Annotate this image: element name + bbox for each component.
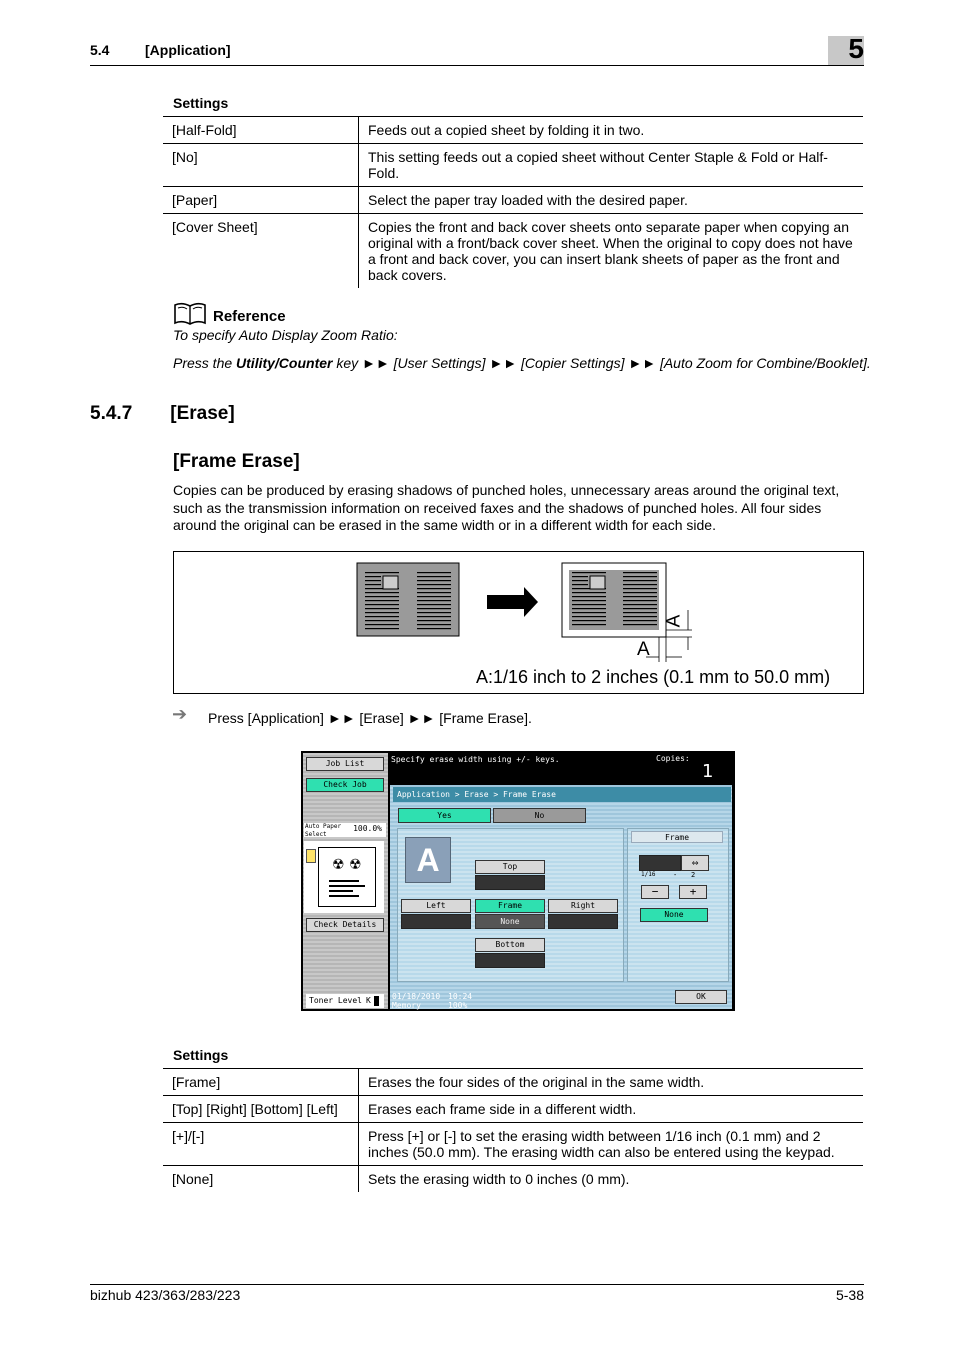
reference-prefix: Press the bbox=[173, 355, 237, 371]
settings-heading: Settings bbox=[173, 95, 229, 111]
reference-instruction bbox=[173, 355, 871, 371]
breadcrumb: Application > Erase > Frame Erase bbox=[393, 787, 731, 802]
bottom-value-field bbox=[475, 953, 545, 968]
settings-table bbox=[163, 1068, 863, 1192]
dimension-label-bottom: A bbox=[637, 639, 650, 660]
table-row bbox=[163, 1123, 863, 1166]
job-list-button[interactable]: Job List bbox=[306, 757, 384, 771]
table-row bbox=[163, 1069, 863, 1096]
table-value: Feeds out a copied sheet by folding it in two. bbox=[359, 117, 864, 144]
toner-level bbox=[306, 994, 384, 1008]
reference-line: To specify Auto Display Zoom Ratio: bbox=[173, 327, 398, 343]
time-value: 10:24 bbox=[448, 992, 473, 1001]
ok-button[interactable]: OK bbox=[675, 990, 727, 1004]
arrow-icon bbox=[487, 587, 538, 617]
dimension-label-side: A bbox=[663, 614, 685, 628]
table-row bbox=[163, 144, 863, 187]
control-panel-screenshot bbox=[301, 751, 735, 1011]
zoom-value: 100.0% bbox=[353, 824, 382, 833]
table-value: Sets the erasing width to 0 inches (0 mm). bbox=[359, 1166, 864, 1193]
intro-paragraph: Copies can be produced by erasing shadows of punched holes, unnecessary areas around the original text, such as the transmission information on received faxes and the shadows of punched holes. All four sides around the original can be erased in the same width or in a different width for each side. bbox=[173, 482, 840, 533]
section-heading-number: 5.4.7 bbox=[90, 403, 133, 424]
table-value: Copies the front and back cover sheets onto separate paper when copying an original with a front/back cover sheet. When the original to copy does not have a front and back cover, you can insert blank sheets of paper as the front and back covers. bbox=[359, 214, 864, 289]
memory-value: 100% bbox=[448, 1001, 468, 1010]
table-key: [Top] [Right] [Bottom] [Left] bbox=[163, 1096, 359, 1123]
left-button[interactable]: Left bbox=[401, 899, 471, 913]
unit-toggle-button[interactable]: ⇔ bbox=[681, 855, 709, 871]
yes-button[interactable]: Yes bbox=[398, 808, 491, 823]
section-number: 5.4 bbox=[90, 42, 110, 58]
memory-label: Memory bbox=[392, 1001, 421, 1010]
settings-table bbox=[163, 116, 863, 288]
preview-area bbox=[304, 841, 384, 913]
table-key: [+]/[-] bbox=[163, 1123, 359, 1166]
table-row bbox=[163, 117, 863, 144]
frame-value-field: None bbox=[475, 914, 545, 929]
range-min: 1/16 bbox=[641, 871, 656, 878]
table-key: [Paper] bbox=[163, 187, 359, 214]
step-instruction: Press [Application] ►► [Erase] ►► [Frame Erase]. bbox=[208, 710, 532, 726]
reference-suffix: key ►► [User Settings] ►► [Copier Settings] ►► [Auto Zoom for Combine/Booklet]. bbox=[332, 355, 871, 371]
width-value-field bbox=[639, 855, 681, 871]
date-display bbox=[392, 992, 440, 1010]
subsection-heading: [Frame Erase] bbox=[173, 451, 300, 472]
table-row bbox=[163, 187, 863, 214]
preview-image-icon: ☢ bbox=[332, 856, 345, 872]
plus-button[interactable]: + bbox=[679, 885, 707, 899]
auto-paper-label: Auto Paper Select bbox=[305, 823, 342, 837]
time-display bbox=[448, 992, 472, 1010]
chapter-number: 5 bbox=[848, 33, 864, 64]
preview-page bbox=[318, 847, 376, 907]
erase-figure bbox=[173, 551, 864, 694]
right-button[interactable]: Right bbox=[548, 899, 618, 913]
step-arrow-icon: ➔ bbox=[172, 704, 188, 724]
date-value: 01/18/2010 bbox=[392, 992, 441, 1001]
preview-line bbox=[329, 880, 359, 882]
bottom-button[interactable]: Bottom bbox=[475, 938, 545, 952]
table-key: [None] bbox=[163, 1166, 359, 1193]
toner-color: K bbox=[366, 996, 371, 1005]
toner-level-label: Toner Level bbox=[309, 996, 362, 1005]
right-value-field bbox=[548, 914, 618, 929]
table-value: This setting feeds out a copied sheet without Center Staple & Fold or Half-Fold. bbox=[359, 144, 864, 187]
section-heading-title: [Erase] bbox=[170, 403, 235, 424]
copies-value: 1 bbox=[702, 761, 714, 782]
table-value: Select the paper tray loaded with the desired paper. bbox=[359, 187, 864, 214]
width-settings-panel bbox=[627, 828, 729, 982]
table-row bbox=[163, 1096, 863, 1123]
left-value-field bbox=[401, 914, 471, 929]
paper-zoom-status bbox=[304, 823, 386, 837]
footer-model: bizhub 423/363/283/223 bbox=[90, 1287, 241, 1303]
range-max: 2 bbox=[691, 871, 696, 879]
screen-message: Specify erase width using +/- keys. bbox=[391, 755, 560, 764]
reference-title: Reference bbox=[213, 308, 286, 325]
section-title: [Application] bbox=[145, 42, 231, 58]
key-name: Utility/Counter bbox=[236, 355, 333, 371]
range-dash: - bbox=[673, 871, 678, 879]
check-details-button[interactable]: Check Details bbox=[306, 918, 384, 932]
toner-bar bbox=[374, 996, 379, 1006]
preview-line bbox=[329, 885, 365, 887]
original-icon: A bbox=[405, 837, 451, 883]
minus-button[interactable]: − bbox=[641, 885, 669, 899]
section-heading bbox=[90, 403, 235, 425]
none-button[interactable]: None bbox=[640, 908, 708, 922]
preview-line bbox=[329, 890, 353, 892]
frame-button[interactable]: Frame bbox=[475, 899, 545, 913]
no-button[interactable]: No bbox=[493, 808, 586, 823]
table-row bbox=[163, 1166, 863, 1193]
footer-rule bbox=[90, 1284, 864, 1285]
paper-icon bbox=[306, 849, 316, 863]
preview-line bbox=[329, 895, 359, 897]
table-value: Erases the four sides of the original in the same width. bbox=[359, 1069, 864, 1096]
top-value-field bbox=[475, 875, 545, 890]
table-key: [Frame] bbox=[163, 1069, 359, 1096]
header-rule bbox=[90, 65, 864, 66]
preview-image-icon: ☢ bbox=[349, 856, 362, 872]
table-row bbox=[163, 214, 863, 289]
table-key: [Cover Sheet] bbox=[163, 214, 359, 289]
panel-title: Frame bbox=[631, 831, 723, 843]
settings-heading: Settings bbox=[173, 1047, 229, 1063]
table-value: Erases each frame side in a different width. bbox=[359, 1096, 864, 1123]
table-value: Press [+] or [-] to set the erasing width between 1/16 inch (0.1 mm) and 2 inches (50.0 mm). The erasing width can also be entered using the keypad. bbox=[359, 1123, 864, 1166]
book-icon bbox=[173, 301, 207, 327]
table-key: [No] bbox=[163, 144, 359, 187]
table-key: [Half-Fold] bbox=[163, 117, 359, 144]
footer-page-number: 5-38 bbox=[835, 1287, 864, 1303]
figure-caption: A:1/16 inch to 2 inches (0.1 mm to 50.0 mm) bbox=[476, 667, 831, 687]
top-button[interactable]: Top bbox=[475, 860, 545, 874]
copies-label: Copies: bbox=[656, 754, 690, 763]
check-job-button[interactable]: Check Job bbox=[306, 778, 384, 792]
